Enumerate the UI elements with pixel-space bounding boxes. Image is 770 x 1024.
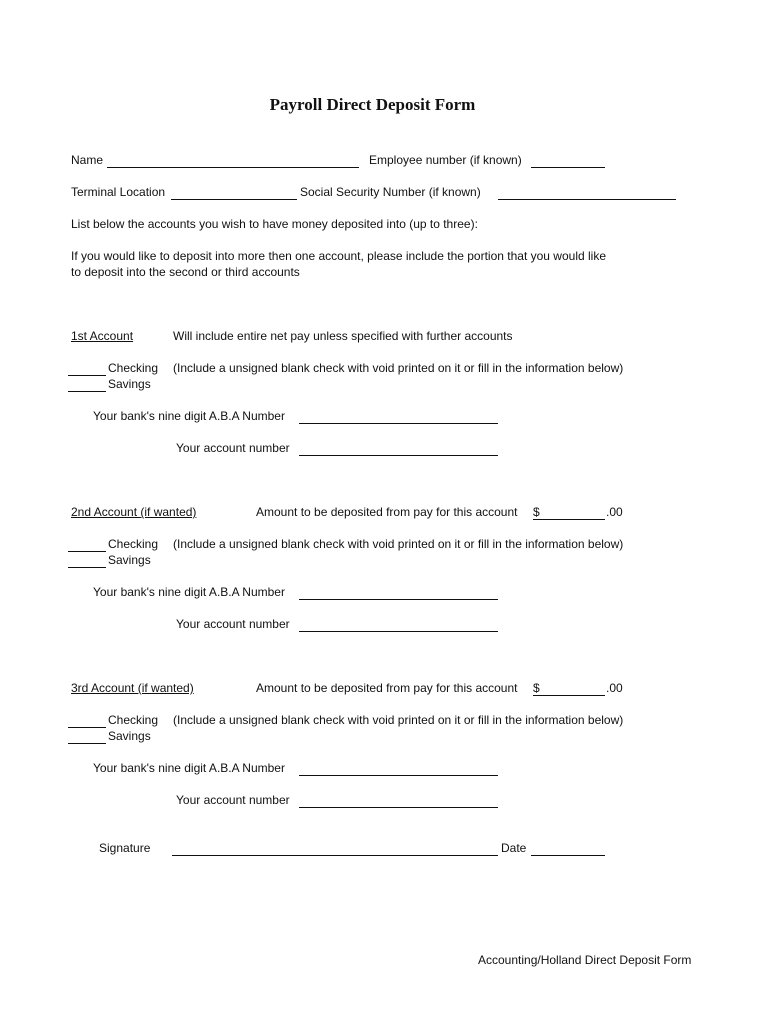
account1-note: Will include entire net pay unless specified with further accounts	[173, 329, 513, 343]
account1-heading: 1st Account	[71, 329, 134, 343]
account1-checking-label: Checking	[108, 361, 159, 375]
account3-savings-label: Savings	[108, 729, 151, 743]
account2-checking-label: Checking	[108, 537, 159, 551]
employee-number-field[interactable]	[531, 167, 605, 168]
account2-check-note: (Include a unsigned blank check with void printed on it or fill in the information below)	[173, 537, 624, 551]
account1-check-note: (Include a unsigned blank check with void printed on it or fill in the information below)	[173, 361, 624, 375]
account3-amount-label: Amount to be deposited from pay for this account	[256, 681, 518, 695]
account2-aba-field[interactable]	[299, 599, 498, 600]
name-label: Name	[71, 153, 104, 167]
account3-account-label: Your account number	[176, 793, 290, 807]
account1-aba-label: Your bank's nine digit A.B.A Number	[93, 409, 285, 423]
account2-checking-blank[interactable]	[68, 551, 106, 552]
account3-checking-label: Checking	[108, 713, 159, 727]
account1-checking-blank[interactable]	[68, 375, 106, 376]
terminal-location-field[interactable]	[171, 199, 297, 200]
account1-aba-field[interactable]	[299, 423, 498, 424]
account3-checking-blank[interactable]	[68, 727, 106, 728]
account1-savings-label: Savings	[108, 377, 151, 391]
account2-dollar-sign: $	[533, 505, 540, 519]
account3-cents: .00	[606, 681, 623, 695]
instructions-line-2: If you would like to deposit into more then one account, please include the portion that you would like	[71, 249, 607, 263]
account3-aba-field[interactable]	[299, 775, 498, 776]
instructions-line-1: List below the accounts you wish to have money deposited into (up to three):	[71, 217, 478, 231]
account2-savings-label: Savings	[108, 553, 151, 567]
account2-heading: 2nd Account (if wanted)	[71, 505, 197, 519]
account3-dollar-sign: $	[533, 681, 540, 695]
account3-savings-blank[interactable]	[68, 743, 106, 744]
account3-account-field[interactable]	[299, 807, 498, 808]
account2-cents: .00	[606, 505, 623, 519]
account2-amount-label: Amount to be deposited from pay for this account	[256, 505, 518, 519]
account1-account-field[interactable]	[299, 455, 498, 456]
account3-aba-label: Your bank's nine digit A.B.A Number	[93, 761, 285, 775]
form-title: Payroll Direct Deposit Form	[269, 95, 476, 114]
account2-account-label: Your account number	[176, 617, 290, 631]
account2-savings-blank[interactable]	[68, 567, 106, 568]
instructions-line-3: to deposit into the second or third accounts	[71, 265, 300, 279]
signature-label: Signature	[99, 841, 151, 855]
employee-number-label: Employee number (if known)	[369, 153, 522, 167]
name-field[interactable]	[107, 167, 359, 168]
terminal-location-label: Terminal Location	[71, 185, 166, 199]
footer-text: Accounting/Holland Direct Deposit Form	[478, 953, 692, 967]
account3-amount-field[interactable]	[533, 695, 605, 696]
date-field[interactable]	[531, 855, 605, 856]
account3-check-note: (Include a unsigned blank check with void printed on it or fill in the information below)	[173, 713, 624, 727]
signature-field[interactable]	[172, 855, 498, 856]
date-label: Date	[501, 841, 527, 855]
account2-aba-label: Your bank's nine digit A.B.A Number	[93, 585, 285, 599]
ssn-field[interactable]	[498, 199, 676, 200]
account2-account-field[interactable]	[299, 631, 498, 632]
account1-savings-blank[interactable]	[68, 391, 106, 392]
ssn-label: Social Security Number (if known)	[300, 185, 481, 199]
account1-account-label: Your account number	[176, 441, 290, 455]
account3-heading: 3rd Account (if wanted)	[71, 681, 194, 695]
account2-amount-field[interactable]	[533, 519, 605, 520]
